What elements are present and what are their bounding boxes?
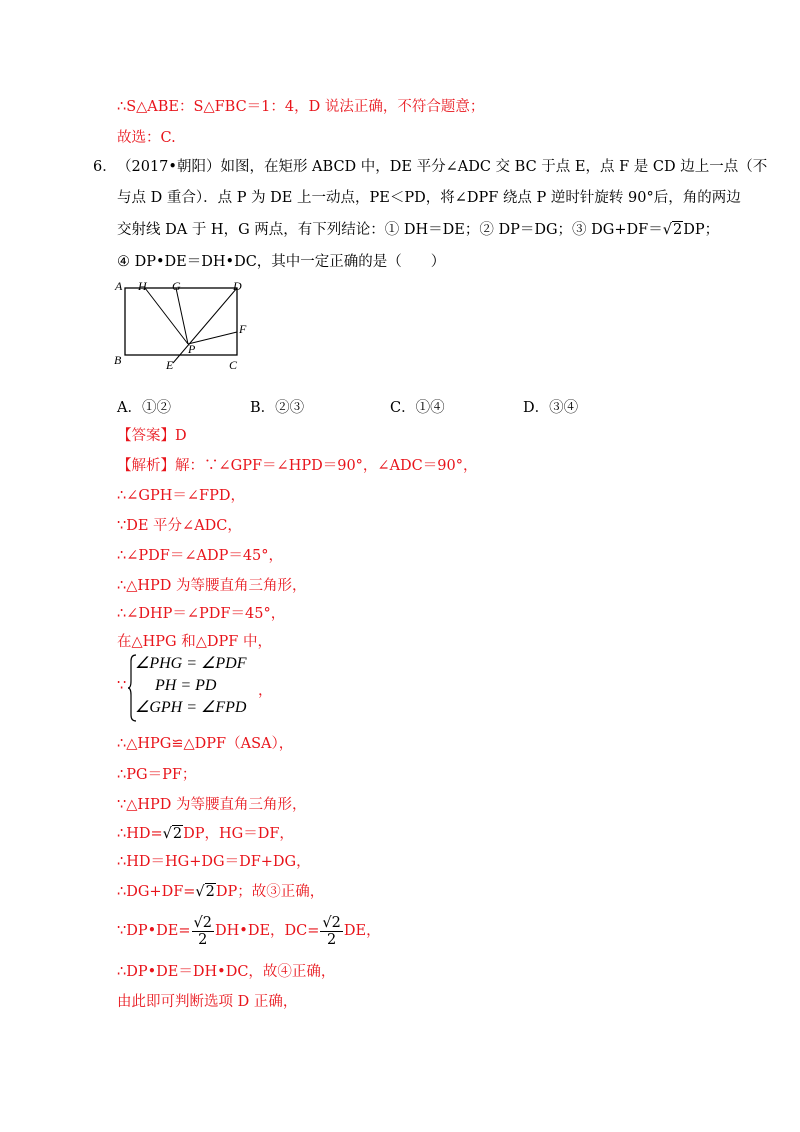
label-c: C	[229, 358, 238, 372]
equation-system	[117, 653, 277, 723]
sqrt-symbol: √2	[662, 222, 683, 238]
choice-a: A．①②	[117, 400, 171, 416]
brace-lines	[135, 653, 246, 719]
solution-line-13	[117, 882, 324, 902]
answer-line: 【答案】D	[117, 428, 187, 444]
label-g: G	[172, 279, 181, 293]
brace-line-1: ∠PHG = ∠PDF	[135, 655, 247, 672]
solution-line-12: ∴HD＝HG+DG＝DF+DG，	[117, 854, 311, 870]
label-e: E	[166, 358, 174, 372]
solution-line-1: 【解析】解：∵∠GPF＝∠HPD＝90°，∠ADC＝90°，	[117, 458, 478, 474]
sqrt-radicand-3: 2	[205, 884, 215, 900]
brace-line-2: PH = PD	[155, 677, 217, 694]
because-symbol: ∵	[117, 678, 127, 694]
solution-line-4: ∴∠PDF＝∠ADP＝45°，	[117, 548, 284, 564]
solution-line-6: ∴∠DHP＝∠PDF＝45°，	[117, 606, 286, 622]
solution-line-11-tail: DP，HG＝DF，	[183, 826, 294, 842]
brace-suffix: ，	[258, 683, 273, 699]
fraction-1-den: 2	[198, 931, 208, 948]
solution-line-11-head: ∴HD=	[117, 826, 163, 842]
solution-line-2: ∴∠GPH＝∠FPD，	[117, 488, 245, 504]
solution-line-5: ∴△HPD 为等腰直角三角形，	[117, 578, 307, 594]
fraction-2-den: 2	[327, 931, 337, 948]
solution-line-9: ∴PG＝PF；	[117, 767, 197, 783]
choice-d: D．③④	[523, 400, 579, 416]
rectangle-abcd	[125, 288, 237, 355]
sqrt-radicand: 2	[672, 222, 683, 238]
label-b: B	[114, 353, 122, 367]
question-line-1: （2017•朝阳）如图，在矩形 ABCD 中，DE 平分∠ADC 交 BC 于点 E，点 F 是 CD 边上一点（不	[117, 159, 768, 175]
solution-line-8: ∴△HPG≌△DPF（ASA），	[117, 736, 294, 752]
question-number: 6．	[93, 159, 117, 175]
solution-line-14-tail: DE，	[343, 923, 381, 939]
fraction-1-num: √2	[193, 914, 212, 931]
prev-conclusion: ∴S△ABE：S△FBC＝1：4，D 说法正确，不符合题意；	[117, 99, 485, 115]
question-line-2: 与点 D 重合）．点 P 为 DE 上一动点，PE＜PD，将∠DPF 绕点 P 逆时针旋转 90°后，角的两边	[117, 190, 741, 206]
label-a: A	[115, 279, 123, 293]
solution-line-11	[117, 824, 294, 844]
solution-line-10: ∵△HPD 为等腰直角三角形，	[117, 797, 307, 813]
question-line-3	[117, 220, 719, 240]
fraction-1	[192, 915, 214, 948]
solution-line-16: 由此即可判断选项 D 正确，	[117, 994, 298, 1010]
segment-pf	[188, 332, 237, 344]
label-p: P	[188, 342, 196, 356]
choice-b: B．②③	[250, 400, 305, 416]
solution-line-14-mid: DH•DE，DC=	[215, 923, 320, 939]
solution-line-13-tail: DP；故③正确，	[215, 884, 325, 900]
solution-line-14-head: ∵DP•DE=	[117, 923, 191, 939]
sqrt-radicand-2: 2	[172, 826, 183, 842]
fraction-2-num: √2	[322, 914, 341, 931]
solution-line-7: 在△HPG 和△DPF 中，	[117, 634, 272, 650]
question-line-3-text: 交射线 DA 于 H，G 两点，有下列结论：① DH＝DE；② DP＝DG；③ DG+DF＝	[117, 222, 663, 238]
label-f: F	[239, 322, 247, 336]
fraction-2	[320, 915, 342, 948]
segment-de	[173, 288, 237, 363]
solution-line-15: ∴DP•DE＝DH•DC，故④正确，	[117, 964, 336, 980]
rectangle-figure	[110, 278, 270, 378]
solution-line-13-head: ∴DG+DF=	[117, 884, 196, 900]
solution-line-14	[117, 914, 381, 948]
choice-c: C．①④	[390, 400, 445, 416]
brace-line-3: ∠GPH = ∠FPD	[135, 699, 247, 716]
label-h: H	[138, 279, 147, 293]
prev-choice: 故选：C.	[117, 130, 176, 146]
sqrt-symbol-2: √2	[162, 826, 183, 842]
question-line-3-tail: DP；	[683, 222, 720, 238]
question-line-4: ④ DP•DE＝DH•DC，其中一定正确的是（ ）	[117, 254, 446, 270]
sqrt-symbol-3: √2	[195, 884, 215, 900]
label-d: D	[233, 279, 242, 293]
solution-line-3: ∵DE 平分∠ADC，	[117, 518, 242, 534]
